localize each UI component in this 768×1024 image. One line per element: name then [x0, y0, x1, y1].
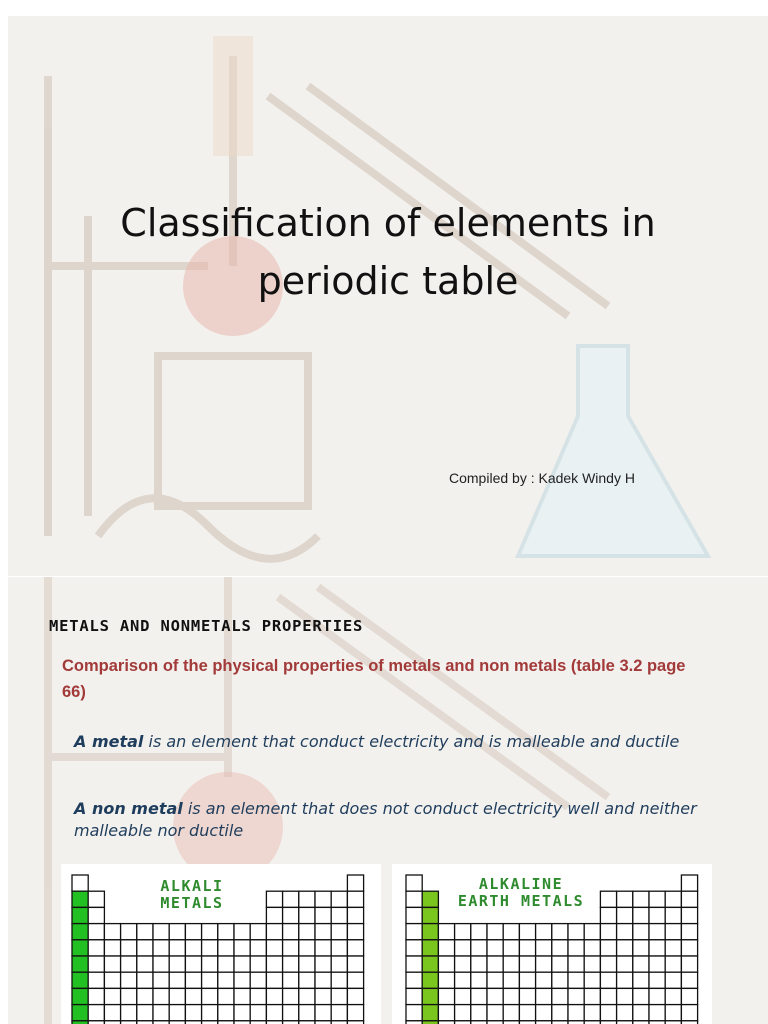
element-cell: [633, 940, 649, 956]
element-cell: [584, 988, 600, 1004]
element-cell: [536, 924, 552, 940]
element-cell: [137, 988, 153, 1004]
element-cell: [568, 924, 584, 940]
element-cell: [88, 940, 104, 956]
element-cell: [315, 988, 331, 1004]
element-cell: [347, 907, 363, 923]
element-cell: [600, 891, 616, 907]
element-cell: [104, 940, 120, 956]
element-cell: [169, 1005, 185, 1021]
element-cell: [250, 956, 266, 972]
element-cell: [137, 940, 153, 956]
element-cell: [633, 924, 649, 940]
element-cell: [633, 907, 649, 923]
element-cell: [331, 924, 347, 940]
element-cell: [406, 924, 422, 940]
element-cell: [649, 1005, 665, 1021]
element-cell: [600, 972, 616, 988]
element-cell: [552, 956, 568, 972]
element-cell: [617, 891, 633, 907]
highlighted-element-cell: [422, 924, 438, 940]
element-cell: [665, 924, 681, 940]
element-cell: [234, 1005, 250, 1021]
element-cell: [137, 956, 153, 972]
element-cell: [153, 1005, 169, 1021]
element-cell: [283, 1005, 299, 1021]
element-cell: [600, 940, 616, 956]
element-cell: [406, 956, 422, 972]
element-cell: [72, 875, 88, 891]
element-cell: [299, 907, 315, 923]
element-cell: [471, 972, 487, 988]
element-cell: [169, 924, 185, 940]
element-cell: [299, 1005, 315, 1021]
element-cell: [218, 940, 234, 956]
element-cell: [568, 956, 584, 972]
element-cell: [137, 972, 153, 988]
element-cell: [649, 907, 665, 923]
element-cell: [665, 956, 681, 972]
element-cell: [315, 907, 331, 923]
element-cell: [250, 940, 266, 956]
element-cell: [552, 988, 568, 1004]
element-cell: [104, 972, 120, 988]
element-cell: [121, 924, 137, 940]
element-cell: [649, 940, 665, 956]
element-cell: [552, 924, 568, 940]
element-cell: [299, 940, 315, 956]
nonmetal-term: A non metal: [74, 799, 183, 818]
element-cell: [438, 972, 454, 988]
element-cell: [202, 1005, 218, 1021]
element-cell: [665, 907, 681, 923]
element-cell: [153, 956, 169, 972]
highlighted-element-cell: [72, 956, 88, 972]
element-cell: [519, 988, 535, 1004]
element-cell: [487, 1005, 503, 1021]
element-cell: [406, 988, 422, 1004]
highlighted-element-cell: [72, 988, 88, 1004]
element-cell: [406, 907, 422, 923]
element-cell: [665, 940, 681, 956]
element-cell: [600, 1005, 616, 1021]
element-cell: [552, 972, 568, 988]
element-cell: [185, 972, 201, 988]
element-cell: [649, 924, 665, 940]
element-cell: [347, 891, 363, 907]
metal-definition: [74, 731, 734, 753]
element-cell: [600, 907, 616, 923]
highlighted-element-cell: [72, 907, 88, 923]
element-cell: [185, 956, 201, 972]
element-cell: [137, 924, 153, 940]
element-cell: [299, 891, 315, 907]
highlighted-element-cell: [72, 940, 88, 956]
element-cell: [584, 956, 600, 972]
element-cell: [487, 972, 503, 988]
element-cell: [299, 972, 315, 988]
element-cell: [584, 940, 600, 956]
element-cell: [617, 988, 633, 1004]
element-cell: [331, 1005, 347, 1021]
element-cell: [299, 956, 315, 972]
element-cell: [266, 940, 282, 956]
title-slide: [8, 16, 768, 576]
element-cell: [283, 924, 299, 940]
element-cell: [681, 972, 697, 988]
element-cell: [568, 940, 584, 956]
element-cell: [406, 891, 422, 907]
element-cell: [202, 924, 218, 940]
element-cell: [649, 956, 665, 972]
highlighted-element-cell: [72, 972, 88, 988]
element-cell: [299, 988, 315, 1004]
section-heading: METALS AND NONMETALS PROPERTIES: [49, 617, 364, 635]
element-cell: [185, 1005, 201, 1021]
element-cell: [503, 940, 519, 956]
element-cell: [153, 924, 169, 940]
element-cell: [250, 1005, 266, 1021]
element-cell: [536, 972, 552, 988]
element-cell: [250, 988, 266, 1004]
highlighted-element-cell: [72, 924, 88, 940]
element-cell: [438, 956, 454, 972]
element-cell: [633, 1005, 649, 1021]
element-cell: [88, 956, 104, 972]
element-cell: [438, 988, 454, 1004]
element-cell: [584, 1005, 600, 1021]
element-cell: [153, 972, 169, 988]
element-cell: [617, 907, 633, 923]
element-cell: [438, 940, 454, 956]
element-cell: [681, 924, 697, 940]
element-cell: [600, 956, 616, 972]
element-cell: [121, 1005, 137, 1021]
element-cell: [503, 988, 519, 1004]
element-cell: [283, 956, 299, 972]
element-cell: [331, 907, 347, 923]
element-cell: [487, 940, 503, 956]
element-cell: [315, 891, 331, 907]
element-cell: [487, 924, 503, 940]
element-cell: [185, 924, 201, 940]
element-cell: [202, 940, 218, 956]
element-cell: [169, 956, 185, 972]
element-cell: [121, 956, 137, 972]
element-cell: [218, 956, 234, 972]
element-cell: [88, 924, 104, 940]
element-cell: [283, 972, 299, 988]
element-cell: [536, 956, 552, 972]
element-cell: [234, 972, 250, 988]
element-cell: [455, 972, 471, 988]
element-cell: [202, 956, 218, 972]
element-cell: [266, 972, 282, 988]
element-cell: [584, 972, 600, 988]
element-cell: [218, 988, 234, 1004]
element-cell: [503, 972, 519, 988]
element-cell: [617, 940, 633, 956]
metal-term: A metal: [74, 732, 144, 751]
element-cell: [202, 972, 218, 988]
element-cell: [665, 972, 681, 988]
element-cell: [331, 972, 347, 988]
element-cell: [104, 988, 120, 1004]
element-cell: [283, 940, 299, 956]
element-cell: [519, 956, 535, 972]
element-cell: [519, 972, 535, 988]
highlighted-element-cell: [422, 988, 438, 1004]
element-cell: [617, 972, 633, 988]
element-cell: [347, 875, 363, 891]
element-cell: [471, 940, 487, 956]
element-cell: [137, 1005, 153, 1021]
element-cell: [536, 940, 552, 956]
element-cell: [88, 907, 104, 923]
element-cell: [121, 940, 137, 956]
element-cell: [568, 972, 584, 988]
element-cell: [347, 1005, 363, 1021]
element-cell: [536, 1005, 552, 1021]
element-cell: [153, 940, 169, 956]
element-cell: [234, 940, 250, 956]
element-cell: [633, 972, 649, 988]
element-cell: [568, 988, 584, 1004]
element-cell: [88, 972, 104, 988]
element-cell: [455, 924, 471, 940]
element-cell: [315, 972, 331, 988]
element-cell: [266, 891, 282, 907]
element-cell: [665, 891, 681, 907]
element-cell: [234, 988, 250, 1004]
element-cell: [471, 924, 487, 940]
element-cell: [202, 988, 218, 1004]
element-cell: [153, 988, 169, 1004]
highlighted-element-cell: [422, 940, 438, 956]
highlighted-element-cell: [72, 891, 88, 907]
element-cell: [88, 1005, 104, 1021]
element-cell: [665, 1005, 681, 1021]
element-cell: [552, 940, 568, 956]
element-cell: [649, 891, 665, 907]
element-cell: [471, 1005, 487, 1021]
element-cell: [487, 956, 503, 972]
alkaline-earth-metals-table: [392, 864, 712, 1024]
element-cell: [681, 940, 697, 956]
element-cell: [471, 956, 487, 972]
element-cell: [681, 1005, 697, 1021]
element-cell: [169, 972, 185, 988]
element-cell: [406, 1005, 422, 1021]
metal-definition-text: is an element that conduct electricity and is malleable and ductile: [143, 732, 680, 751]
element-cell: [649, 972, 665, 988]
slide-title: Classification of elements in periodic table: [120, 201, 656, 303]
alkaline-earth-metals-label: ALKALINE EARTH METALS: [457, 875, 585, 910]
element-cell: [681, 875, 697, 891]
element-cell: [121, 988, 137, 1004]
element-cell: [600, 988, 616, 1004]
element-cell: [331, 956, 347, 972]
element-cell: [503, 924, 519, 940]
element-cell: [633, 988, 649, 1004]
element-cell: [315, 940, 331, 956]
element-cell: [88, 988, 104, 1004]
element-cell: [487, 988, 503, 1004]
element-cell: [104, 924, 120, 940]
element-cell: [218, 972, 234, 988]
element-cell: [315, 924, 331, 940]
element-cell: [347, 956, 363, 972]
element-cell: [104, 1005, 120, 1021]
element-cell: [88, 891, 104, 907]
element-cell: [266, 924, 282, 940]
element-cell: [331, 940, 347, 956]
element-cell: [250, 972, 266, 988]
element-cell: [347, 940, 363, 956]
element-cell: [406, 972, 422, 988]
element-cell: [266, 907, 282, 923]
element-cell: [536, 988, 552, 1004]
element-cell: [455, 956, 471, 972]
element-cell: [169, 988, 185, 1004]
element-cell: [455, 1005, 471, 1021]
element-cell: [331, 891, 347, 907]
element-cell: [617, 1005, 633, 1021]
element-cell: [471, 988, 487, 1004]
nonmetal-definition: [74, 798, 734, 842]
element-cell: [283, 907, 299, 923]
element-cell: [266, 988, 282, 1004]
element-cell: [347, 972, 363, 988]
element-cell: [617, 956, 633, 972]
element-cell: [185, 940, 201, 956]
element-cell: [283, 891, 299, 907]
element-cell: [455, 940, 471, 956]
highlighted-element-cell: [422, 907, 438, 923]
highlighted-element-cell: [422, 956, 438, 972]
element-cell: [283, 988, 299, 1004]
element-cell: [519, 940, 535, 956]
alkali-metals-table: [61, 864, 381, 1024]
element-cell: [406, 875, 422, 891]
element-cell: [169, 940, 185, 956]
highlighted-element-cell: [72, 1005, 88, 1021]
element-cell: [266, 1005, 282, 1021]
highlighted-element-cell: [422, 891, 438, 907]
element-cell: [234, 924, 250, 940]
element-cell: [519, 924, 535, 940]
element-cell: [617, 924, 633, 940]
element-cell: [568, 1005, 584, 1021]
element-cell: [299, 924, 315, 940]
element-cell: [347, 924, 363, 940]
element-cell: [218, 1005, 234, 1021]
author-byline: Compiled by : Kadek Windy H: [449, 470, 635, 486]
element-cell: [250, 924, 266, 940]
element-cell: [315, 1005, 331, 1021]
element-cell: [104, 956, 120, 972]
element-cell: [438, 1005, 454, 1021]
element-cell: [503, 956, 519, 972]
element-cell: [331, 988, 347, 1004]
element-cell: [406, 940, 422, 956]
element-cell: [665, 988, 681, 1004]
element-cell: [681, 988, 697, 1004]
alkali-metals-label: ALKALI METALS: [160, 877, 224, 912]
highlighted-element-cell: [422, 972, 438, 988]
element-cell: [633, 956, 649, 972]
element-cell: [234, 956, 250, 972]
element-cell: [681, 891, 697, 907]
element-cell: [649, 988, 665, 1004]
element-cell: [503, 1005, 519, 1021]
element-cell: [121, 972, 137, 988]
element-cell: [681, 907, 697, 923]
element-cell: [600, 924, 616, 940]
element-cell: [347, 988, 363, 1004]
element-cell: [266, 956, 282, 972]
element-cell: [584, 924, 600, 940]
element-cell: [185, 988, 201, 1004]
content-slide: [8, 577, 768, 1024]
element-cell: [633, 891, 649, 907]
highlighted-element-cell: [422, 1005, 438, 1021]
section-subheading: Comparison of the physical properties of metals and non metals (table 3.2 page 66): [62, 657, 686, 701]
element-cell: [315, 956, 331, 972]
element-cell: [552, 1005, 568, 1021]
element-cell: [218, 924, 234, 940]
element-cell: [455, 988, 471, 1004]
nonmetal-definition-text: is an element that does not conduct electricity well and neither malleable nor ductile: [74, 799, 697, 840]
element-cell: [438, 924, 454, 940]
element-cell: [681, 956, 697, 972]
element-cell: [519, 1005, 535, 1021]
